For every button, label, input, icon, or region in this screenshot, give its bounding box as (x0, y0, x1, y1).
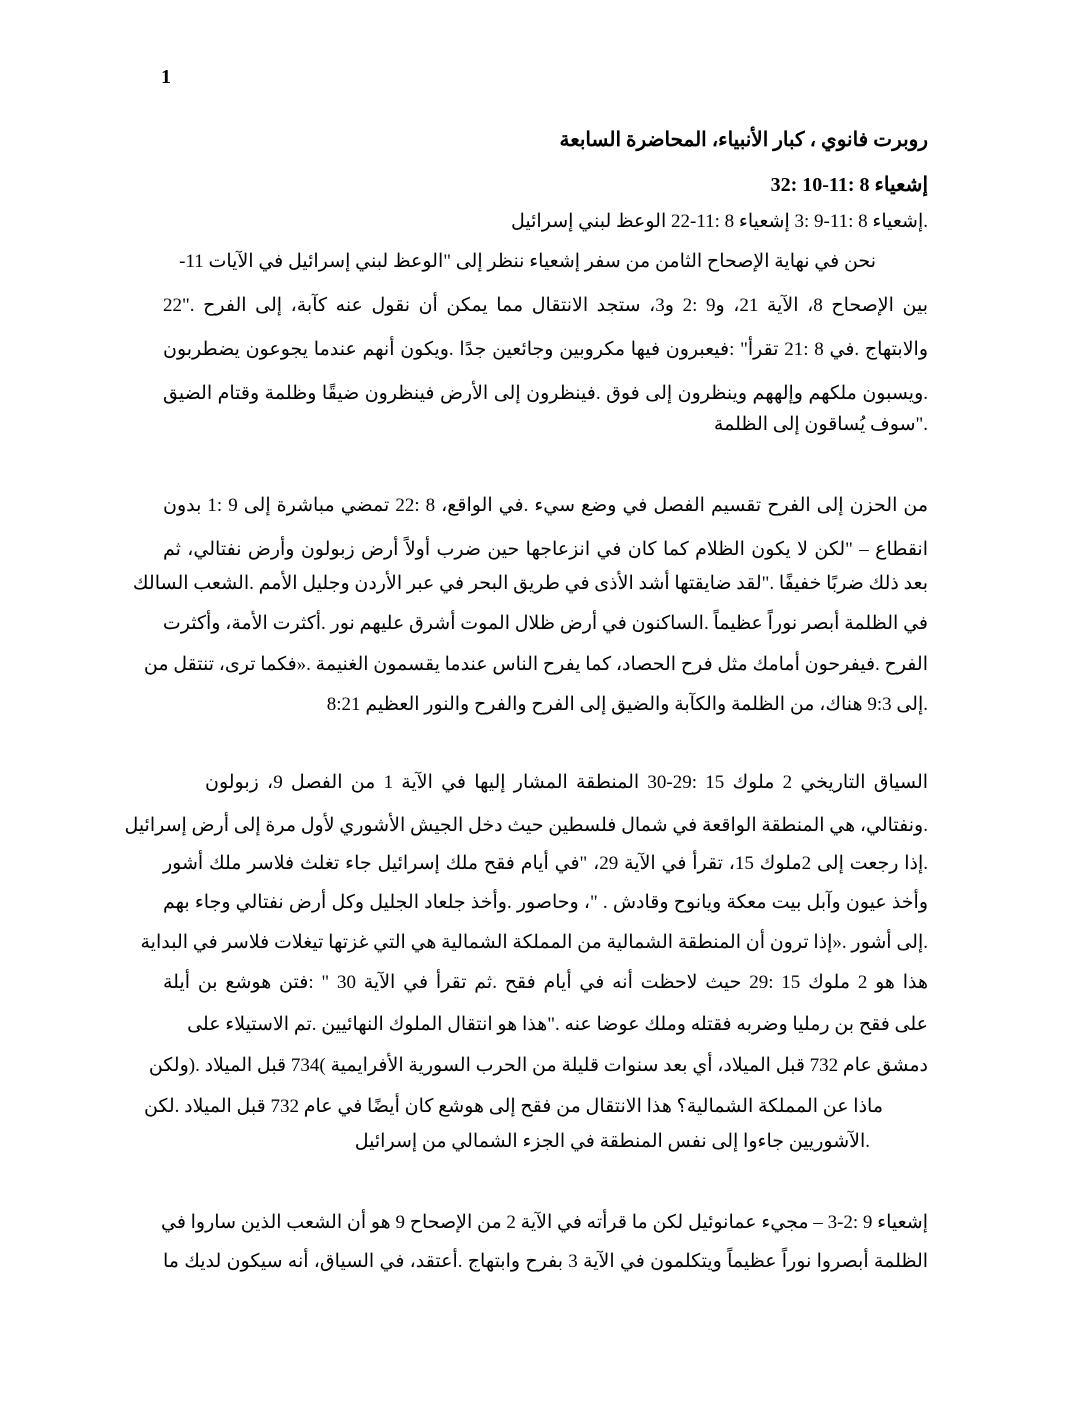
paragraph-1-line-4: .ويسبون ملكهم وإلههم وينظرون إلى فوق .فينظرون إلى الأرض فينظرون ضيقًا وظلمة وقتام الضيق (163, 383, 928, 404)
paragraph-3-line-5: .إلى أشور .«إذا ترون أن المنطقة الشمالية من المملكة الشمالية هي التي غزتها تيغلات فلاسر في البداية (140, 932, 928, 953)
paragraph-5-line-2: الظلمة أبصروا نوراً عظيماً ويتكلمون في الآية 3 بفرح وابتهاج .أعتقد، في السياق، أنه سيكون لديك ما (163, 1251, 929, 1272)
paragraph-2-line-2: انقطاع – "لكن لا يكون الظلام كما كان في انزعاجها حين ضرب أولاً أرض زبولون وأرض نفتالي، ثم (163, 539, 928, 560)
paragraph-4-line-5: .الآشوريين جاءوا إلى نفس المنطقة في الجزء الشمالي من إسرائيل (354, 1131, 870, 1152)
paragraph-2-line-5: الفرح .فيفرحون أمامك مثل فرح الحصاد، كما يفرح الناس عندما يقسمون الغنيمة .«فكما ترى، تنتقل من (143, 654, 928, 675)
paragraph-3-line-4: وأخذ عيون وآبل بيت معكة ويانوح وقادش . "، وحاصور .وأخذ جلعاد الجليل وكل أرض نفتالي وجاء بهم (163, 892, 929, 913)
document-title: روبرت فانوي ، كبار الأنبياء، المحاضرة السابعة (559, 129, 928, 151)
section-subheading: .إشعياء 8 :11-9 :3 إشعياء 8 :11-22 الوعظ لبني إسرائيل (511, 211, 928, 232)
paragraph-1-line-2: بين الإصحاح 8، الآية 21، و9 :2 و3، ستجد الانتقال مما يمكن أن نقول عنه كآبة، إلى الفرح ."22 (163, 295, 928, 316)
paragraph-1-line-1: نحن في نهاية الإصحاح الثامن من سفر إشعياء ننظر إلى "الوعظ لبني إسرائيل في الآيات 11- (179, 251, 876, 272)
paragraph-3-line-1: السياق التاريخي 2 ملوك 15 :29-30 المنطقة المشار إليها في الآية 1 من الفصل 9، زبولون (205, 772, 929, 793)
paragraph-4-line-1: هذا هو 2 ملوك 15 :29 حيث لاحظت أنه في أيام فقح .ثم تقرأ في الآية 30 " :فتن هوشع بن أيلة (163, 972, 929, 993)
section-heading: إشعياء 8 :11-10 :32 (770, 174, 928, 196)
paragraph-2-line-3: بعد ذلك ضربًا خفيفًا ."لقد ضايقتها أشد الأذى في طريق البحر في عبر الأردن وجليل الأمم .الشعب السالك (132, 573, 928, 594)
paragraph-3-line-3: .إذا رجعت إلى 2ملوك 15، تقرأ في الآية 29، "في أيام فقح ملك إسرائيل جاء تغلث فلاسر ملك أشور (163, 853, 928, 874)
page-number: 1 (161, 66, 171, 88)
paragraph-5-line-1: إشعياء 9 :2-3 – مجيء عمانوئيل لكن ما قرأته في الآية 2 من الإصحاح 9 هو أن الشعب الذين ساروا في (160, 1212, 928, 1233)
paragraph-4-line-2: على فقح بن رمليا وضربه فقتله وملك عوضا عنه ."هذا هو انتقال الملوك النهائيين .تم الاستيلاء على (187, 1014, 928, 1035)
paragraph-2-line-6: .إلى 9:3 هناك، من الظلمة والكآبة والضيق إلى الفرح والفرح والنور العظيم 8:21 (326, 694, 928, 715)
paragraph-4-line-4: ماذا عن المملكة الشمالية؟ هذا الانتقال من فقح إلى هوشع كان أيضًا في عام 732 قبل الميلاد .لكن (143, 1096, 883, 1117)
paragraph-1-line-5: ."سوف يُساقون إلى الظلمة (713, 414, 928, 435)
paragraph-4-line-3: دمشق عام 732 قبل الميلاد، أي بعد سنوات قليلة من الحرب السورية الأفرايمية )734 قبل الميلاد .(ولكن (148, 1055, 928, 1076)
paragraph-3-line-2: .ونفتالي، هي المنطقة الواقعة في شمال فلسطين حيث دخل الجيش الأشوري لأول مرة إلى أرض إسرائيل (124, 815, 928, 836)
paragraph-2-line-1: من الحزن إلى الفرح تقسيم الفصل في وضع سيء .في الواقع، 8 :22 تمضي مباشرة إلى 9 :1 بدون (163, 495, 928, 516)
paragraph-1-line-3: والابتهاج .في 8 :21 تقرأ" :فيعبرون فيها مكروبين وجائعين جدًا .ويكون أنهم عندما يجوعون يضطربون (163, 339, 928, 360)
paragraph-2-line-4: في الظلمة أبصر نوراً عظيماً .الساكنون في أرض ظلال الموت أشرق عليهم نور .أكثرت الأمة، وأكثرت (162, 613, 928, 634)
